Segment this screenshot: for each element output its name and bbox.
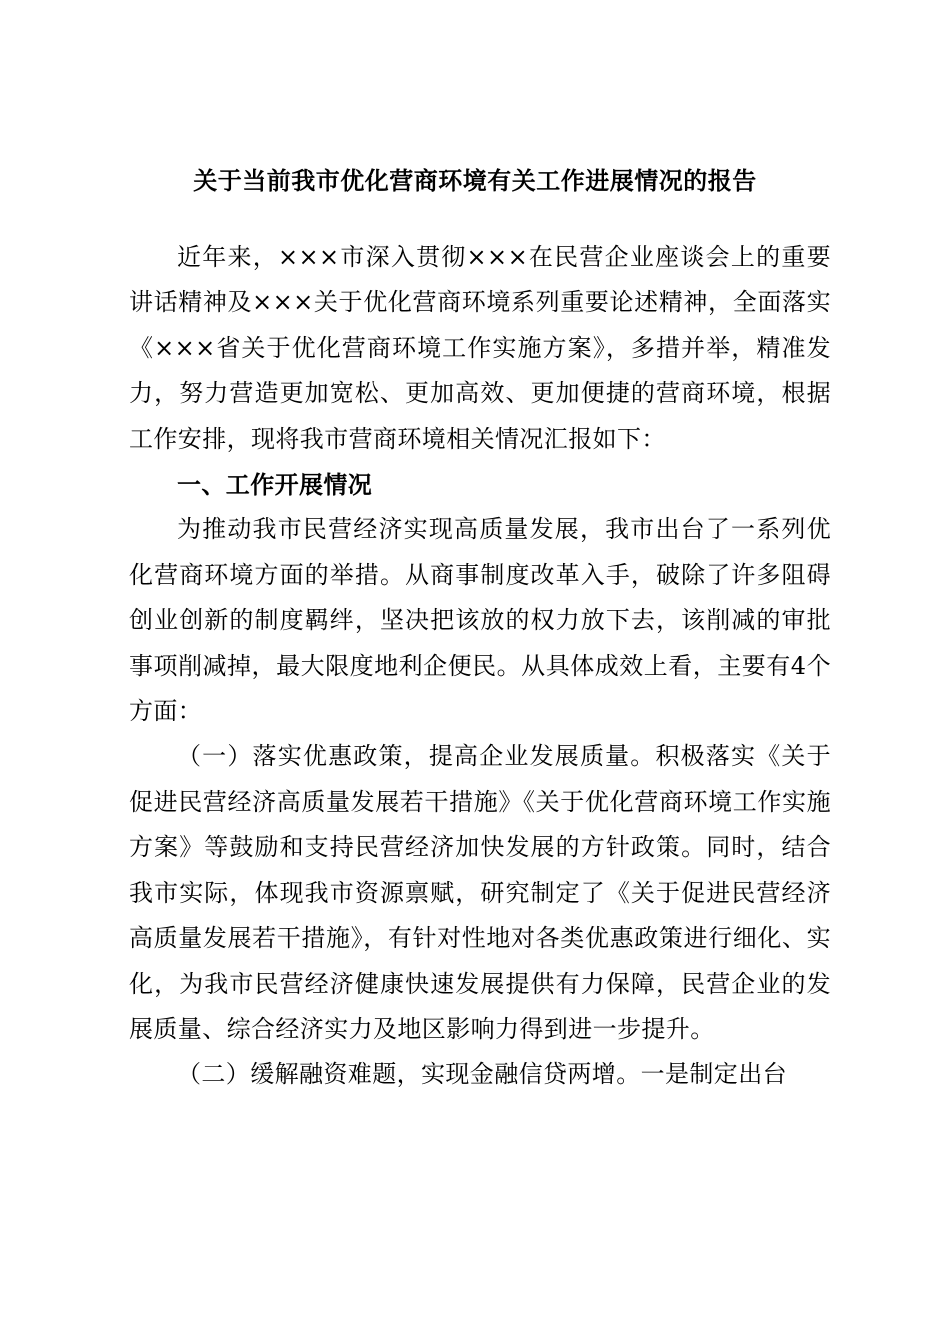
body-paragraph: （二）缓解融资难题，实现金融信贷两增。一是制定出台 xyxy=(177,1060,787,1089)
intro-paragraph: 近年来，×××市深入贯彻×××在民营企业座谈会上的重要讲话精神及×××关于优化营商环境系列重要论述精神，全面落实《×××省关于优化营商环境工作实施方案》，多措并举，精准发力，努力营造更加宽松、更加高效、更加便捷的营商环境，根据工作安排，现将我市营商环境相关情况汇报如下： xyxy=(129,243,831,453)
section-heading: 一、工作开展情况 xyxy=(177,470,373,500)
document-title: 关于当前我市优化营商环境有关工作进展情况的报告 xyxy=(193,166,757,195)
body-paragraph: （一）落实优惠政策，提高企业发展质量。积极落实《关于促进民营经济高质量发展若干措施》《关于优化营商环境工作实施方案》等鼓励和支持民营经济加快发展的方针政策。同时，结合我市实际，体现我市资源禀赋，研究制定了《关于促进民营经济高质量发展若干措施》，有针对性地对各类优惠政策进行细化、实化，为我市民营经济健康快速发展提供有力保障，民营企业的发展质量、综合经济实力及地区影响力得到进一步提升。 xyxy=(129,742,831,1043)
document-body xyxy=(129,235,831,1098)
body-paragraph: 为推动我市民营经济实现高质量发展，我市出台了一系列优化营商环境方面的举措。从商事制度改革入手，破除了许多阻碍创业创新的制度羁绊，坚决把该放的权力放下去，该削减的审批事项削减掉，最大限度地利企便民。从具体成效上看，主要有4个方面： xyxy=(129,515,831,726)
